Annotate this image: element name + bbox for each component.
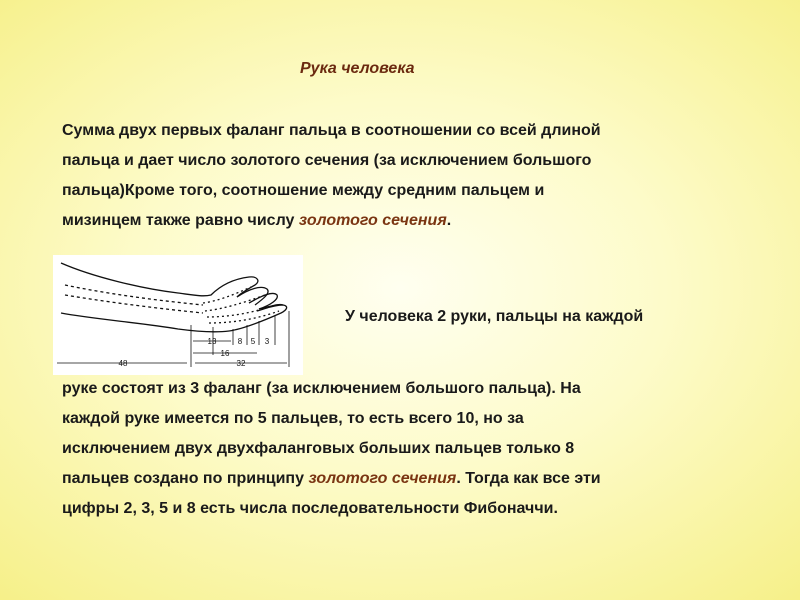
text-line: руке состоят из 3 фаланг (за исключением большого пальца). На: [62, 380, 581, 397]
text-line: исключением двух двухфаланговых больших пальцев только 8: [62, 440, 575, 457]
paragraph-fibonacci: [62, 374, 762, 524]
text-segment: .: [446, 212, 452, 229]
arm-upper-outline: [61, 263, 258, 297]
dimension-label-32: 32: [236, 359, 246, 368]
text-line: [62, 206, 762, 236]
dimension-label-5: 5: [250, 337, 256, 346]
side-text: У человека 2 руки, пальцы на каждой: [345, 308, 644, 325]
text-segment: . Тогда как все эти: [456, 470, 601, 487]
text-segment: пальцев создано по принципу: [62, 470, 309, 487]
text-line: каждой руке имеется по 5 пальцев, то есть всего 10, но за: [62, 410, 524, 427]
text-line: цифры 2, 3, 5 и 8 есть числа последовательности Фибоначчи.: [62, 500, 558, 517]
dimension-label-3: 3: [264, 337, 270, 346]
dimension-label-8: 8: [237, 337, 243, 346]
bone-dashes: [65, 295, 203, 313]
text-line: Сумма двух первых фаланг пальца в соотношении со всей длиной: [62, 122, 601, 139]
text-segment: мизинцем также равно числу: [62, 212, 299, 229]
dimension-label-13: 13: [207, 337, 217, 346]
arm-lower-outline: [61, 305, 287, 332]
hand-diagram: [53, 255, 303, 375]
text-line: пальца)Кроме того, соотношение между средним пальцем и: [62, 182, 545, 199]
dimension-label-48: 48: [118, 359, 128, 368]
paragraph-golden-ratio: [62, 116, 762, 236]
hand-drawing: [53, 255, 303, 375]
slide-title: Рука человека: [300, 60, 415, 77]
dimension-label-16: 16: [220, 349, 230, 358]
bone-dashes: [65, 285, 203, 305]
text-line: пальца и дает число золотого сечения (за исключением большого: [62, 152, 592, 169]
phalanx-dashes: [209, 311, 279, 323]
phalanx-dashes: [205, 295, 265, 311]
golden-ratio-term: золотого сечения: [308, 470, 457, 487]
golden-ratio-term: золотого сечения: [298, 212, 447, 229]
text-line: [62, 464, 762, 494]
